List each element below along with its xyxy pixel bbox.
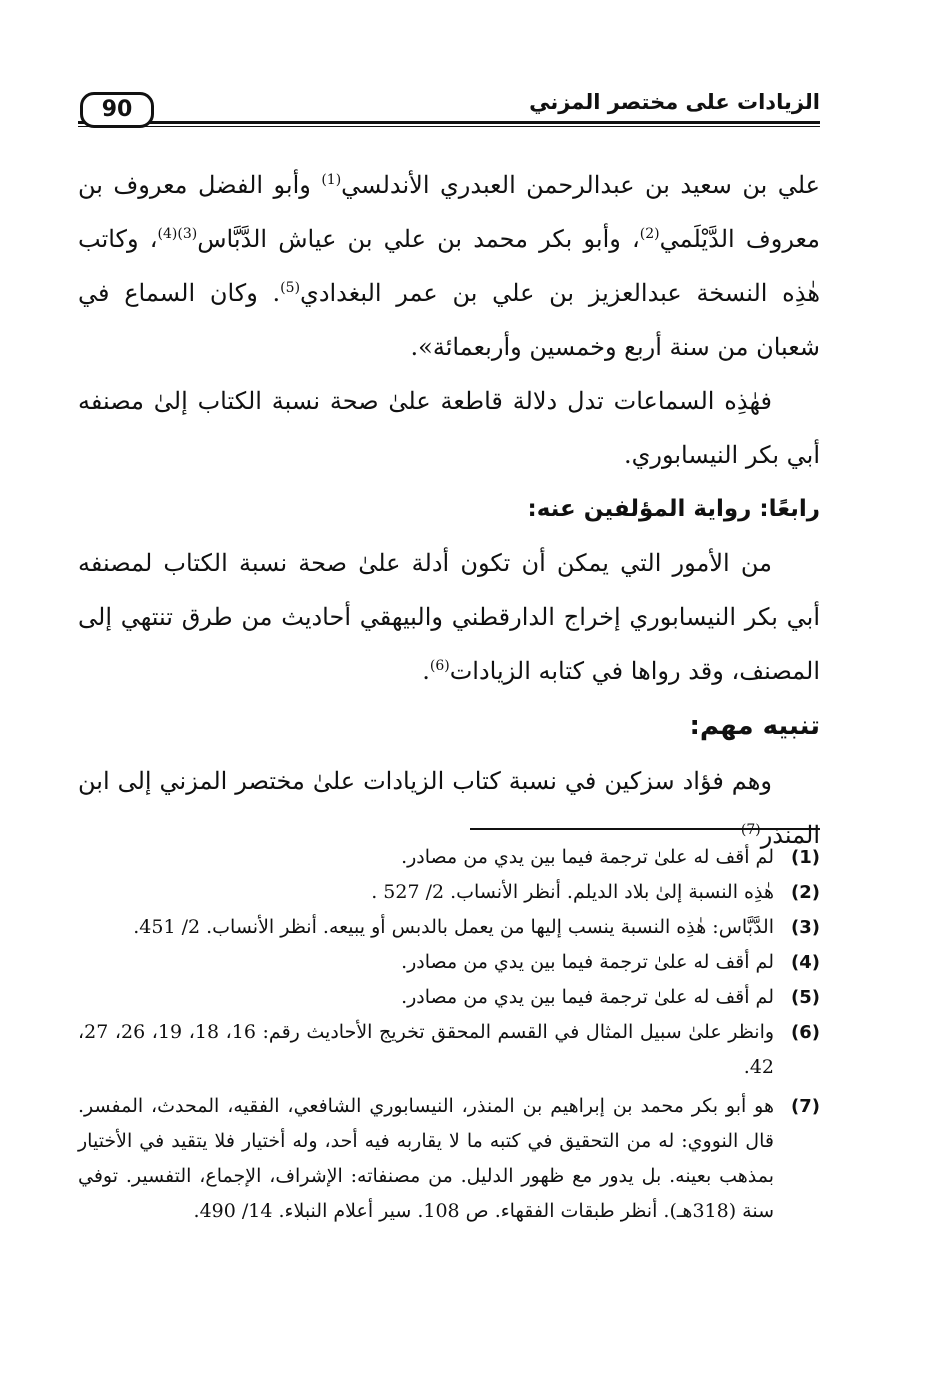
p1-text-d: ، وكاتب هٰذِه النسخة عبدالعزيز بن علي بن عمر البغدادي [78, 225, 821, 307]
footnote-item [78, 1089, 820, 1229]
footnote-separator [470, 828, 820, 830]
footnote-text: الدَّبَّاس: هٰذِه النسبة ينسب إليها من يعمل بالدبس أو يبيعه. أنظر الأنساب. 2/ 451. [133, 916, 774, 938]
p1-text-a: علي بن سعيد بن عبدالرحمن العبدري الأندلسي [341, 171, 821, 199]
footnote-text: لم أقف له علىٰ ترجمة فيما بين يدي من مصادر. [401, 986, 774, 1008]
paragraph-2: فهٰذِه السماعات تدل دلالة قاطعة علىٰ صحة نسبة الكتاب إلىٰ مصنفه أبي بكر النيسابوري. [78, 387, 820, 469]
footnote-item [78, 910, 820, 945]
footnote-text: هٰذِه النسبة إلىٰ بلاد الديلم. أنظر الأنساب. 2/ 527 . [371, 881, 774, 903]
footnote-ref-2: (2) [639, 226, 660, 242]
footnote-number: (4) [791, 952, 820, 973]
footnote-number: (5) [791, 987, 820, 1008]
footnote-text: لم أقف له علىٰ ترجمة فيما بين يدي من مصادر. [401, 951, 774, 973]
p4-text-a: وهم فؤاد سزكين في نسبة كتاب الزيادات علىٰ مختصر المزني إلى ابن المنذر [78, 767, 820, 849]
footnote-number: (7) [791, 1096, 820, 1117]
paragraph-3 [78, 536, 820, 698]
footnote-item [78, 980, 820, 1015]
footnote-ref-7: (7) [740, 822, 761, 838]
footnote-text: وانظر علىٰ سبيل المثال في القسم المحقق تخريج الأحاديث رقم: 16، 18، 19، 26، 27، 42. [78, 1021, 775, 1078]
paragraph-1 [78, 158, 820, 374]
p1-text-e: . وكان السماع في شعبان من سنة أربع وخمسين وأربعمائة». [78, 279, 820, 361]
section-heading-rabian: رابعًا: رواية المؤلفين عنه: [527, 496, 820, 522]
footnote-number: (1) [791, 847, 820, 868]
running-title: الزيادات على مختصر المزني [519, 90, 820, 114]
footnote-ref-1: (1) [321, 172, 342, 188]
footnote-ref-5: (5) [280, 280, 301, 296]
footnote-ref-6: (6) [429, 658, 450, 674]
footnote-item [78, 875, 820, 910]
p1-text-c: ، وأبو بكر محمد بن علي بن عياش الدَّبَّاس [197, 225, 640, 253]
header-rule [78, 121, 820, 124]
footnotes [78, 840, 820, 1229]
page-header [78, 88, 820, 134]
header-rule-thin [78, 126, 820, 127]
section-heading-tanbih: تنبيه مهم: [689, 711, 820, 741]
main-text [78, 158, 820, 862]
p3-text-a: من الأمور التي يمكن أن تكون أدلة علىٰ صحة نسبة الكتاب لمصنفه أبي بكر النيسابوري إخراج الدارقطني والبيهقي أحاديث من طرق تنتهي إلى المصنف، وقد رواها في كتابه الزيادات [78, 549, 820, 685]
footnote-number: (3) [791, 917, 820, 938]
footnote-number: (6) [791, 1022, 820, 1043]
footnote-number: (2) [791, 882, 820, 903]
footnote-text: هو أبو بكر محمد بن إبراهيم بن المنذر، النيسابوري الشافعي، الفقيه، المحدث، المفسر. قال النووي: له من التحقيق في كتبه ما لا يقاربه فيه أحد، وله أختيار فلا يتقيد في الأختيار بمذهب بعينه. بل يدور مع ظهور الدليل. من مصنفاته: الإشراف، الإجماع، التفسير. توفي سنة (318هـ). أنظر طبقات الفقهاء. ص 108. سير أعلام النبلاء. 14/ 490. [78, 1095, 774, 1222]
footnote-item [78, 945, 820, 980]
footnote-text: لم أقف له علىٰ ترجمة فيما بين يدي من مصادر. [401, 846, 774, 868]
footnote-item [78, 840, 820, 875]
p3-text-b: . [422, 657, 430, 685]
p1-text-b: وأبو الفضل معروف بن معروف الدَّيْلَمي [78, 171, 820, 253]
footnote-ref-3-4: (3)(4) [157, 226, 198, 242]
footnote-item [78, 1015, 820, 1085]
page-number: 90 [80, 92, 154, 128]
